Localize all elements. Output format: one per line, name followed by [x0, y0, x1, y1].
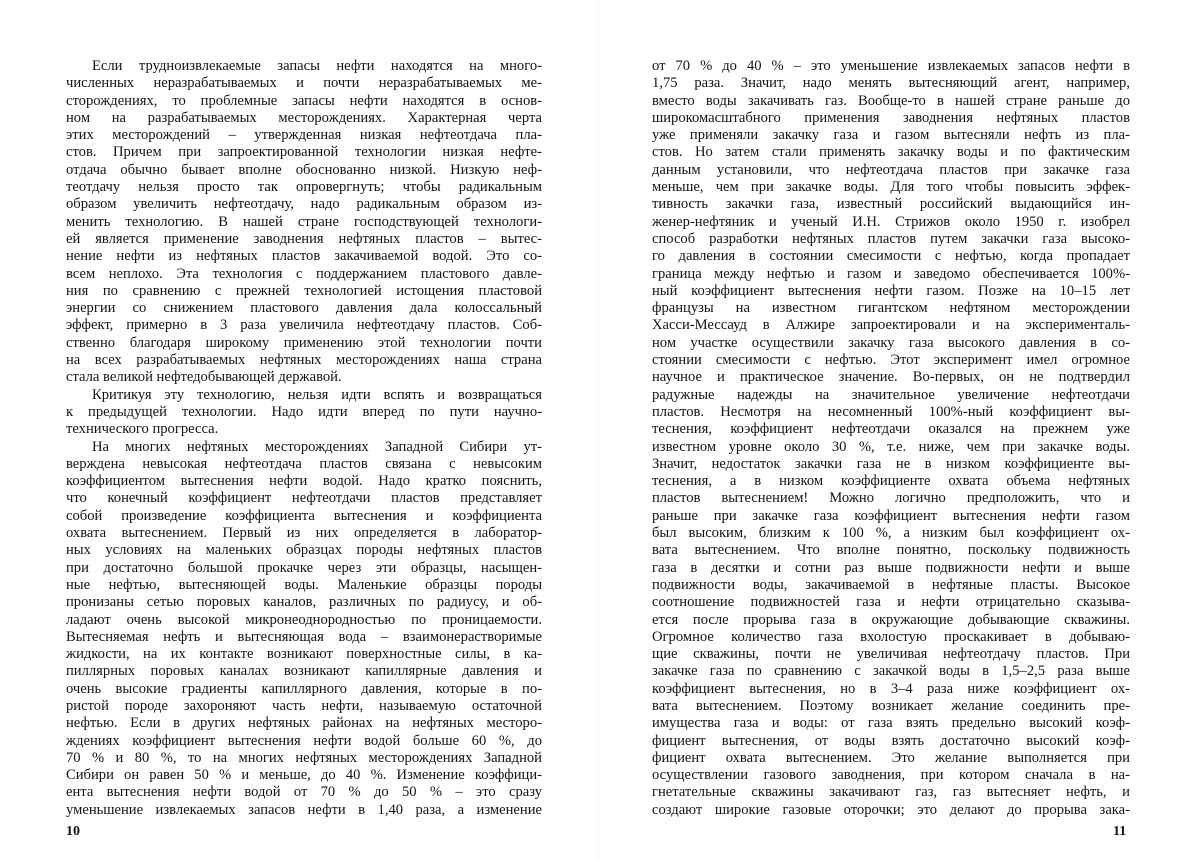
text-line: пронизаны сетью поровых каналов, различных по радиусу, и об- [66, 594, 542, 611]
text-line: ладают очень высокой микронеоднородностью по проницаемости. [66, 611, 542, 628]
text-line: научное и практическое значение. Во-первых, он не подтвердил [652, 369, 1130, 386]
text-line: стоянии смесимости с нефтью. Этот эксперимент имел огромное [652, 352, 1130, 369]
text-line: пластов. Несмотря на несомненный 100%-ный коэффициент вы- [652, 403, 1130, 420]
text-line: подвижности воды, закачиваемой в нефтяные пласты. Высокое [652, 576, 1130, 593]
text-line: Вытесняемая нефть и вытесняющая вода – взаимонерастворимые [66, 628, 542, 645]
text-line: газа в десятки и сотни раз выше подвижности нефти и выше [652, 559, 1130, 576]
text-line: фициент вытеснения, от воды взять достаточно высокий коэф- [652, 732, 1130, 749]
text-line: ных условиях на маленьких образцах породы нефтяных пластов [66, 542, 542, 559]
text-line: соотношение подвижностей газа и нефти отрицательно сказыва- [652, 594, 1130, 611]
text-line: сторождениях, то проблемные запасы нефти находятся в основ- [66, 92, 542, 109]
text-line: ственно благодаря широкому применению этой технологии почти [66, 334, 542, 351]
text-line: 70 % и 80 %, то на многих нефтяных месторождениях Западной [66, 749, 542, 766]
text-line: женер-нефтяник и ученый И.Н. Стрижов около 1950 г. изобрел [652, 213, 1130, 230]
text-line: ей является применение заводнения нефтяных пластов – вытес- [66, 230, 542, 247]
text-line: отдача обычно бывает вполне обоснованно низкой. Низкую неф- [66, 161, 542, 178]
text-line: граница между нефтью и газом и заведомо обеспечивается 100%- [652, 265, 1130, 282]
text-line: ном на разрабатываемых месторождениях. Характерная черта [66, 109, 542, 126]
text-line: стала великой нефтедобывающей державой. [66, 369, 342, 386]
text-line: численных неразрабатываемых и почти неразрабатываемых ме- [66, 75, 542, 92]
text-line: ется после прорыва газа в окружающие добывающие скважины. [652, 611, 1130, 628]
right-page-text [652, 58, 1130, 819]
text-line: радужные надежды на значительное увеличение нефтеотдачи [652, 386, 1130, 403]
text-line: меньше, чем при закачке воды. Для того чтобы повысить эффек- [652, 179, 1130, 196]
text-line: нение нефти из нефтяных пластов закачиваемой водой. Это со- [66, 248, 542, 265]
text-line: тивность закачки газа, известный российский выдающийся ин- [652, 196, 1130, 213]
right-page-number: 11 [1113, 824, 1127, 839]
text-line: широкомасштабного применения заводнения нефтяных пластов [652, 109, 1130, 126]
text-line: жидкости, на их контакте возникают поверхностные силы, в ка- [66, 646, 542, 663]
text-line: к предыдущей технологии. Надо идти вперед по пути научно- [66, 403, 542, 420]
text-line: теснения, а в низком коэффициенте охвата объема нефтяных [652, 473, 1130, 490]
text-line: французы на известном гигантском нефтяном месторождении [652, 300, 1130, 317]
text-line: Критикуя эту технологию, нельзя идти вспять и возвращаться [92, 386, 542, 403]
text-line: данным установили, что нефтеотдача пластов при закачке газа [652, 161, 1130, 178]
left-page-text [66, 58, 542, 819]
text-line: этих месторождений – утвержденная низкая нефтеотдача пла- [66, 127, 542, 144]
text-line: Значит, недостаток закачки газа не в низком коэффициенте вы- [652, 455, 1130, 472]
text-line: на всех разрабатываемых нефтяных месторождениях наша страна [66, 352, 542, 369]
text-line: ждениях коэффициент вытеснения нефти водой больше 60 %, до [66, 732, 542, 749]
text-line: осуществлении газового заводнения, при котором сначала в на- [652, 767, 1130, 784]
text-line: образом увеличить нефтеотдачу, надо радикальным образом из- [66, 196, 542, 213]
text-line: технического прогресса. [66, 421, 219, 438]
text-line: менить технологию. В нашей стране господствующей технологи- [66, 213, 542, 230]
text-line: ента вытеснения нефти водой от 70 % до 50 % – это сразу [66, 784, 542, 801]
text-line: ния по сравнению с прежней технологией истощения пластовой [66, 282, 542, 299]
text-line: способ разработки нефтяных пластов путем закачки газа высоко- [652, 230, 1130, 247]
text-line: вата вытеснением. Поэтому возникает желание соединить пре- [652, 697, 1130, 714]
text-line: ные нефтью, вытесняющей воды. Маленькие образцы породы [66, 576, 542, 593]
text-line: был высоким, близким к 100 %, а низким был коэффициент ох- [652, 525, 1130, 542]
text-line: Хасси-Мессауд в Алжире запроектировали и на эксперименталь- [652, 317, 1130, 334]
text-line: при достаточно большой прокачке через эти образцы, насыщен- [66, 559, 542, 576]
text-line: ристой породе захороняют часть нефти, называемую остаточной [66, 697, 542, 714]
text-line: уже применяли закачку газа и газом вытесняли нефть из пла- [652, 127, 1130, 144]
text-line: коэффициент вытеснения, но в 3–4 раза ниже коэффициент ох- [652, 680, 1130, 697]
text-line: известном уровне около 30 %, т.е. ниже, чем при закачке воды. [652, 438, 1130, 455]
text-line: На многих нефтяных месторождениях Западной Сибири ут- [92, 438, 542, 455]
text-line: верждена невысокая нефтеотдача пластов связана с невысоким [66, 455, 542, 472]
text-line: имущества газа и воды: от газа взять предельно высокий коэф- [652, 715, 1130, 732]
text-line: эффект, примерно в 3 раза увеличила нефтеотдачу пластов. Соб- [66, 317, 542, 334]
text-line: теотдачу нельзя просто так опровергнуть; чтобы радикальным [66, 179, 542, 196]
text-line: вата вытеснением. Что вполне понятно, поскольку подвижность [652, 542, 1130, 559]
text-line: вместо воды закачивать газ. Вообще-то в нашей стране раньше до [652, 92, 1130, 109]
text-line: теснения, коэффициент нефтеотдачи оказался на прежнем уже [652, 421, 1130, 438]
text-line: всем неплохо. Эта технология с поддержанием пластового давле- [66, 265, 542, 282]
text-line: ный коэффициент вытеснения нефти газом. Позже на 10–15 лет [652, 282, 1130, 299]
text-line: от 70 % до 40 % – это уменьшение извлекаемых запасов нефти в [652, 58, 1130, 74]
text-line: фициент охвата вытеснением. Это желание выполняется при [652, 749, 1130, 766]
text-line: коэффициентом вытеснения нефти водой. Надо кратко пояснить, [66, 473, 542, 490]
text-line: гнетательные скважины закачивают газ, газ вытесняет нефть, и [652, 784, 1130, 801]
text-line: Огромное количество газа вхолостую проскакивает в добываю- [652, 628, 1130, 645]
text-line: щие скважины, почти не увеличивая нефтеотдачу пластов. При [652, 646, 1130, 663]
text-line: создают широкие газовые оторочки; это делают до прорыва зака- [652, 801, 1130, 818]
text-line: 1,75 раза. Значит, надо менять вытесняющий агент, например, [652, 75, 1130, 92]
text-line: нефтью. Если в других нефтяных районах на нефтяных месторо- [66, 715, 542, 732]
text-line: закачке газа по сравнению с закачкой воды в 1,5–2,5 раза выше [652, 663, 1130, 680]
text-line: собой произведение коэффициента вытеснения и коэффициента [66, 507, 542, 524]
text-line: уменьшение извлекаемых запасов нефти в 1,40 раза, а изменение [66, 801, 542, 818]
text-line: ном участке осуществили закачку газа высокого давления в со- [652, 334, 1130, 351]
text-line: стов. Но затем стали применять закачку воды и по фактическим [652, 144, 1130, 161]
text-line: очень высокие градиенты капиллярного давления, которые в по- [66, 680, 542, 697]
text-line: раньше при закачке газа коэффициент вытеснения нефти газом [652, 507, 1130, 524]
text-line: охвата вытеснением. Первый из них определяется в лаборатор- [66, 525, 542, 542]
left-page-number: 10 [66, 824, 80, 839]
page-gutter [598, 0, 599, 860]
text-line: Сибири он равен 50 % и меньше, до 40 %. Изменение коэффици- [66, 767, 542, 784]
text-line: пластов вытеснением! Можно логично предположить, что и [652, 490, 1130, 507]
text-line: го давления в состоянии смесимости с нефтью, когда пропадает [652, 248, 1130, 265]
text-line: стов. Причем при запроектированной технологии низкая нефте- [66, 144, 542, 161]
text-line: энергии со снижением пластового давления дала колоссальный [66, 300, 542, 317]
text-line: Если трудноизвлекаемые запасы нефти находятся на много- [92, 58, 542, 74]
text-line: что конечный коэффициент нефтеотдачи пластов представляет [66, 490, 542, 507]
text-line: пиллярных поровых каналах возникают капиллярные давления и [66, 663, 542, 680]
